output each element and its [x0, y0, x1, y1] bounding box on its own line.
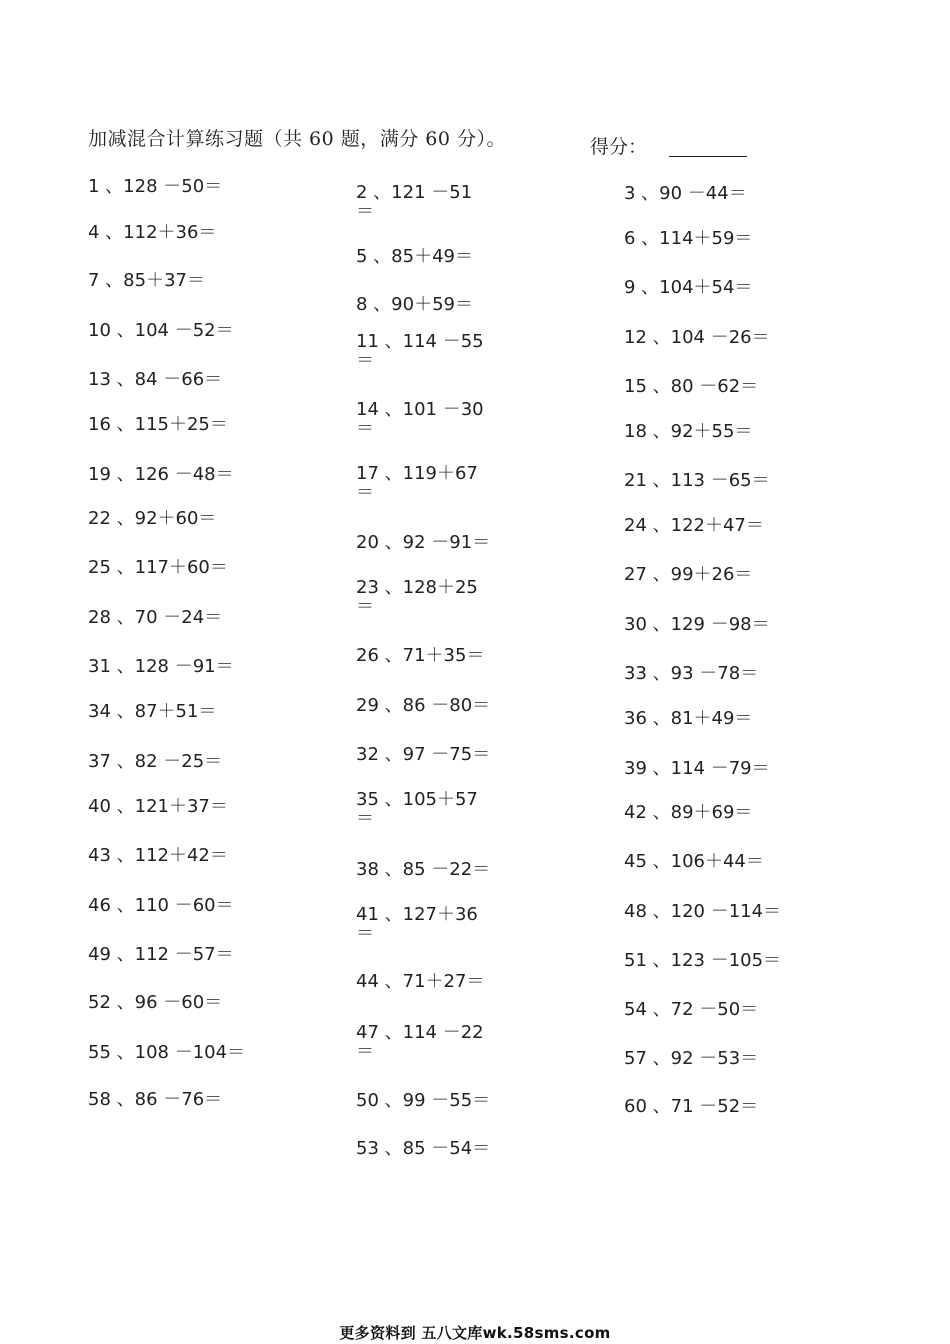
problem-item: [88, 701, 216, 723]
problem-text: 12 、104 －26＝: [624, 327, 770, 348]
problem-equals-wrapped: ＝: [356, 923, 374, 944]
problem-text: 36 、81＋49＝: [624, 708, 753, 729]
problem-text: 33 、93 －78＝: [624, 663, 759, 684]
problem-item: [88, 607, 222, 629]
problem-text: 31 、128 －91＝: [88, 656, 234, 677]
problem-text: 4 、112＋36＝: [88, 222, 217, 243]
problem-text: 52 、96 －60＝: [88, 992, 223, 1013]
problem-item: [624, 802, 752, 824]
problem-text: 29 、86 －80＝: [356, 695, 491, 716]
problem-text: 43 、112＋42＝: [88, 845, 228, 866]
problem-text: 22 、92＋60＝: [88, 508, 217, 529]
problem-text: 27 、99＋26＝: [624, 564, 753, 585]
problem-text: 30 、129 －98＝: [624, 614, 770, 635]
footer-text: 更多资料到 五八文库wk.58sms.com: [339, 1324, 611, 1342]
problem-text: 1 、128 －50＝: [88, 176, 223, 197]
problem-item: [88, 270, 205, 292]
problem-item: [356, 246, 473, 268]
problem-item: [356, 399, 484, 437]
problem-text: 35 、105＋57: [356, 789, 478, 810]
problem-item: [356, 463, 478, 501]
problem-item: [356, 859, 490, 881]
problem-text: 15 、80 －62＝: [624, 376, 759, 397]
problem-text: 40 、121＋37＝: [88, 796, 228, 817]
problem-text: 23 、128＋25: [356, 577, 478, 598]
problem-item: [88, 369, 222, 391]
problem-text: 21 、113 －65＝: [624, 470, 770, 491]
problem-text: 54 、72 －50＝: [624, 999, 759, 1020]
problem-text: 41 、127＋36: [356, 904, 478, 925]
problem-equals-wrapped: ＝: [356, 596, 374, 617]
problem-item: [624, 851, 764, 873]
problem-text: 47 、114 －22: [356, 1022, 484, 1043]
problem-item: [88, 464, 234, 486]
problem-item: [624, 708, 752, 730]
problem-item: [88, 845, 228, 867]
problem-text: 28 、70 －24＝: [88, 607, 223, 628]
problem-text: 34 、87＋51＝: [88, 701, 217, 722]
problem-text: 38 、85 －22＝: [356, 859, 491, 880]
problem-item: [624, 950, 781, 972]
problem-item: [356, 645, 484, 667]
problem-text: 44 、71＋27＝: [356, 971, 485, 992]
problem-item: [356, 577, 478, 615]
problem-item: [88, 751, 222, 773]
problem-text: 42 、89＋69＝: [624, 802, 753, 823]
problem-item: [624, 564, 752, 586]
problem-text: 20 、92 －91＝: [356, 532, 491, 553]
problem-text: 53 、85 －54＝: [356, 1138, 491, 1159]
problem-item: [624, 327, 770, 349]
problem-equals-wrapped: ＝: [356, 350, 374, 371]
problem-item: [88, 557, 228, 579]
problem-text: 8 、90＋59＝: [356, 294, 473, 315]
problem-text: 7 、85＋37＝: [88, 270, 205, 291]
score-blank-line: [669, 156, 747, 157]
problem-item: [88, 796, 228, 818]
problem-item: [88, 1042, 245, 1064]
problem-item: [624, 470, 770, 492]
problem-item: [624, 1096, 758, 1118]
problem-item: [356, 744, 490, 766]
problem-item: [624, 663, 758, 685]
clipped-problem-region: [356, 294, 556, 315]
problem-text: 13 、84 －66＝: [88, 369, 223, 390]
score-label: 得分：: [590, 136, 648, 158]
problem-item: [624, 901, 781, 923]
problem-item: [356, 789, 478, 827]
problem-item: [624, 758, 770, 780]
problem-item: [356, 331, 484, 369]
problem-text: 16 、115＋25＝: [88, 414, 228, 435]
problem-item: [624, 376, 758, 398]
problem-equals-wrapped: ＝: [356, 418, 374, 439]
problem-text: 2 、121 －51: [356, 182, 473, 203]
problem-text: 26 、71＋35＝: [356, 645, 485, 666]
problem-item: [624, 421, 752, 443]
problem-item: [356, 1022, 484, 1060]
problem-text: 49 、112 －57＝: [88, 944, 234, 965]
problem-text: 45 、106＋44＝: [624, 851, 764, 872]
problem-text: 18 、92＋55＝: [624, 421, 753, 442]
problem-text: 17 、119＋67: [356, 463, 478, 484]
problem-text: 19 、126 －48＝: [88, 464, 234, 485]
problem-item: [356, 182, 472, 220]
problem-equals-wrapped: ＝: [356, 482, 374, 503]
problem-text: 37 、82 －25＝: [88, 751, 223, 772]
problem-text: 6 、114＋59＝: [624, 228, 753, 249]
problem-text: 5 、85＋49＝: [356, 246, 473, 267]
problem-item: [88, 176, 222, 198]
problem-item: [624, 183, 747, 205]
problem-item: [88, 222, 216, 244]
problem-equals-wrapped: ＝: [356, 201, 374, 222]
problem-item: [356, 695, 490, 717]
problem-item: [624, 515, 764, 537]
problem-item: [624, 1048, 758, 1070]
problem-item: [624, 614, 770, 636]
problem-item: [624, 228, 752, 250]
problem-item: [624, 277, 752, 299]
problem-text: 46 、110 －60＝: [88, 895, 234, 916]
problem-text: 39 、114 －79＝: [624, 758, 770, 779]
problem-text: 57 、92 －53＝: [624, 1048, 759, 1069]
problem-text: 50 、99 －55＝: [356, 1090, 491, 1111]
problem-item: [624, 999, 758, 1021]
problem-text: 55 、108 －104＝: [88, 1042, 246, 1063]
problem-item: [88, 992, 222, 1014]
clipped-problem-region: [356, 1138, 556, 1159]
problem-text: 48 、120 －114＝: [624, 901, 782, 922]
problem-text: 10 、104 －52＝: [88, 320, 234, 341]
problem-text: 3 、90 －44＝: [624, 183, 747, 204]
problem-item: [356, 1138, 490, 1160]
problem-item: [88, 320, 234, 342]
problem-text: 24 、122＋47＝: [624, 515, 764, 536]
problem-text: 14 、101 －30: [356, 399, 484, 420]
problem-text: 51 、123 －105＝: [624, 950, 782, 971]
problem-item: [356, 294, 473, 316]
problem-text: 60 、71 －52＝: [624, 1096, 759, 1117]
problem-item: [88, 1089, 222, 1111]
problem-text: 25 、117＋60＝: [88, 557, 228, 578]
problem-text: 32 、97 －75＝: [356, 744, 491, 765]
problem-text: 9 、104＋54＝: [624, 277, 753, 298]
problem-text: 11 、114 －55: [356, 331, 484, 352]
problem-item: [88, 944, 234, 966]
problem-item: [88, 508, 216, 530]
problem-item: [356, 532, 490, 554]
problem-equals-wrapped: ＝: [356, 808, 374, 829]
problem-item: [356, 971, 484, 993]
problem-item: [356, 1090, 490, 1112]
page-title: 加减混合计算练习题（共 60 题，满分 60 分）。: [88, 128, 507, 150]
problem-item: [88, 414, 228, 436]
problem-item: [88, 895, 234, 917]
problem-equals-wrapped: ＝: [356, 1041, 374, 1062]
problem-item: [88, 656, 234, 678]
problem-text: 58 、86 －76＝: [88, 1089, 223, 1110]
problem-item: [356, 904, 478, 942]
